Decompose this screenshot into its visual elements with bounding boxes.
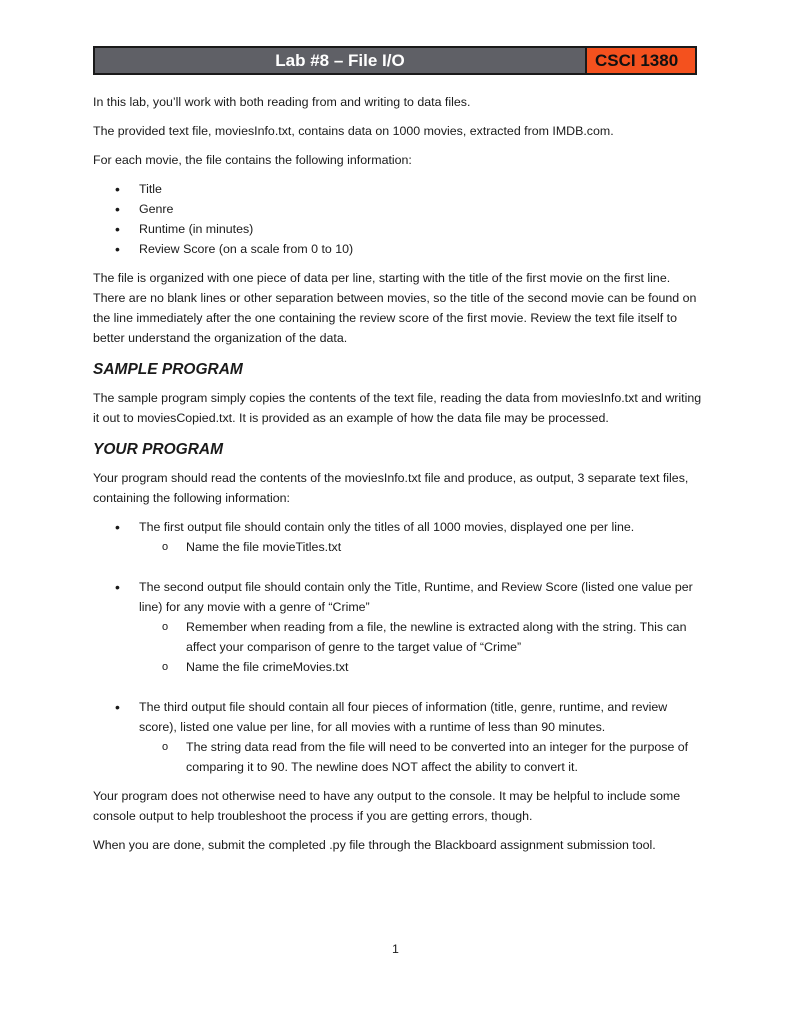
list-item: • Title [93, 179, 703, 199]
list-item: • Runtime (in minutes) [93, 219, 703, 239]
console-output-paragraph: Your program does not otherwise need to have any output to the console. It may be helpful to include some console output to help troubleshoot the process if you are getting errors, though. [93, 789, 681, 823]
sub-list-item: o The string data read from the file will need to be converted into an integer for the purpose of comparing it to 90. The newline does NOT affect the ability to convert it. [139, 737, 703, 777]
field-list [93, 179, 703, 259]
organization-paragraph: The file is organized with one piece of data per line, starting with the title of the first movie on the first line. There are no blank lines or other separation between movies, so the title of the second movie can be found on the line immediately after the one containing the review score of the first movie. Review the text file itself to better understand the organization of the data. [93, 271, 697, 345]
list-item [93, 697, 703, 777]
sub-list-item: o Name the file movieTitles.txt [139, 537, 703, 557]
document-body [93, 92, 703, 864]
lab-title: Lab #8 – File I/O [95, 48, 587, 73]
list-item [93, 577, 703, 677]
output-file-1-text: The first output file should contain only the titles of all 1000 movies, displayed one per line. [139, 520, 635, 534]
fields-intro-paragraph: For each movie, the file contains the following information: [93, 153, 412, 167]
sample-program-heading: SAMPLE PROGRAM [93, 361, 243, 378]
sub-list [139, 617, 703, 677]
course-code: CSCI 1380 [587, 48, 695, 73]
sample-program-paragraph: The sample program simply copies the contents of the text file, reading the data from moviesInfo.txt and writing it out to moviesCopied.txt. It is provided as an example of how the data file may be processed. [93, 391, 702, 425]
sub-list [139, 537, 703, 557]
submission-paragraph: When you are done, submit the completed .py file through the Blackboard assignment submission tool. [93, 838, 656, 852]
output-file-3-text: The third output file should contain all four pieces of information (title, genre, runtime, and review score), listed one value per line, for all movies with a runtime of less than 90 minutes. [139, 700, 668, 734]
sub-list-item: o Name the file crimeMovies.txt [139, 657, 703, 677]
sub-list-item: o Remember when reading from a file, the newline is extracted along with the string. This can affect your comparison of genre to the target value of “Crime” [139, 617, 703, 657]
output-file-2-text: The second output file should contain only the Title, Runtime, and Review Score (listed one value per line) for any movie with a genre of “Crime” [139, 580, 693, 614]
output-file-list [93, 517, 703, 777]
your-program-paragraph: Your program should read the contents of the moviesInfo.txt file and produce, as output, 3 separate text files, containing the following information: [93, 471, 689, 505]
intro-paragraph: In this lab, you’ll work with both reading from and writing to data files. [93, 95, 471, 109]
sub-list [139, 737, 703, 777]
data-file-paragraph: The provided text file, moviesInfo.txt, contains data on 1000 movies, extracted from IMDB.com. [93, 124, 614, 138]
list-item: • Review Score (on a scale from 0 to 10) [93, 239, 703, 259]
list-item [93, 517, 703, 557]
your-program-heading: YOUR PROGRAM [93, 441, 224, 458]
page-header [93, 46, 697, 75]
page-number: 1 [392, 942, 399, 956]
list-item: • Genre [93, 199, 703, 219]
